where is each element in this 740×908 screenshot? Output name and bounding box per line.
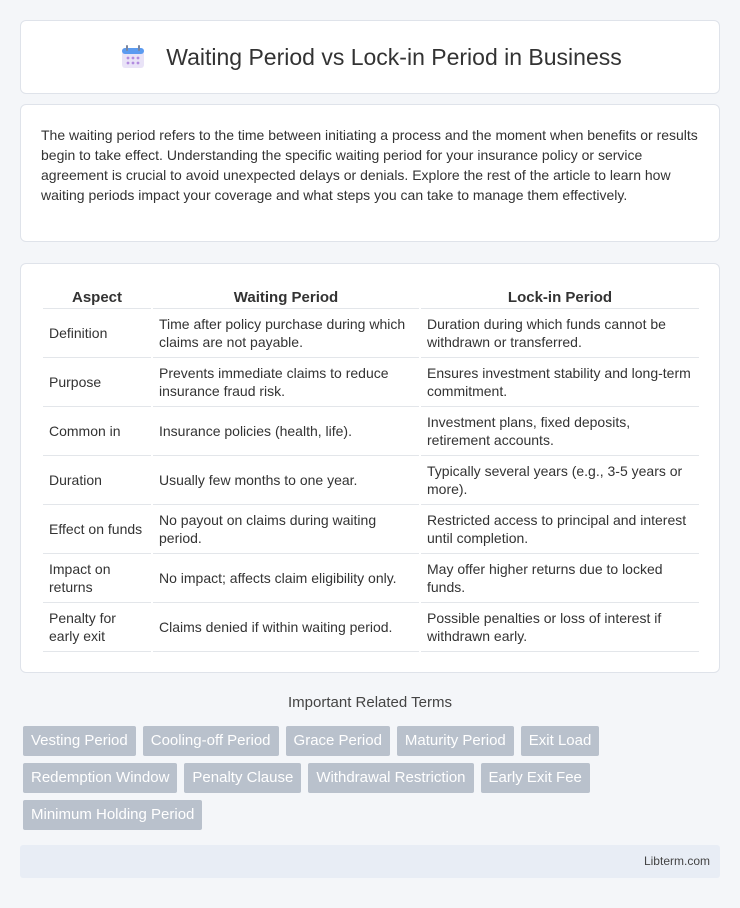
table-row <box>43 554 699 603</box>
header-lock-in-period: Lock-in Period <box>421 284 699 309</box>
row-aspect: Duration <box>43 456 151 505</box>
tag-redemption-window[interactable]: Redemption Window <box>23 763 177 793</box>
tag-vesting-period[interactable]: Vesting Period <box>23 726 136 756</box>
table-row <box>43 407 699 456</box>
row-waiting: Time after policy purchase during which claims are not payable. <box>153 309 419 358</box>
table-row <box>43 456 699 505</box>
comparison-table <box>41 284 701 652</box>
row-aspect: Common in <box>43 407 151 456</box>
comparison-table-card <box>20 263 720 673</box>
tag-cooling-off-period[interactable]: Cooling-off Period <box>143 726 279 756</box>
tag-withdrawal-restriction[interactable]: Withdrawal Restriction <box>308 763 473 793</box>
intro-card <box>20 104 720 242</box>
tag-penalty-clause[interactable]: Penalty Clause <box>184 763 301 793</box>
row-lockin: Typically several years (e.g., 3-5 years or more). <box>421 456 699 505</box>
table-row <box>43 358 699 407</box>
header-aspect: Aspect <box>43 284 151 309</box>
row-waiting: Usually few months to one year. <box>153 456 419 505</box>
row-aspect: Purpose <box>43 358 151 407</box>
tag-exit-load[interactable]: Exit Load <box>521 726 600 756</box>
row-lockin: Possible penalties or loss of interest if withdrawn early. <box>421 603 699 652</box>
row-waiting: No impact; affects claim eligibility only. <box>153 554 419 603</box>
tag-early-exit-fee[interactable]: Early Exit Fee <box>481 763 590 793</box>
table-header-row <box>43 284 699 309</box>
row-waiting: No payout on claims during waiting period. <box>153 505 419 554</box>
row-waiting: Insurance policies (health, life). <box>153 407 419 456</box>
tag-minimum-holding-period[interactable]: Minimum Holding Period <box>23 800 202 830</box>
row-waiting: Claims denied if within waiting period. <box>153 603 419 652</box>
row-aspect: Impact on returns <box>43 554 151 603</box>
related-terms-heading: Important Related Terms <box>288 694 452 711</box>
table-row <box>43 505 699 554</box>
page-title: Waiting Period vs Lock-in Period in Business <box>166 43 622 70</box>
row-lockin: Ensures investment stability and long-term commitment. <box>421 358 699 407</box>
row-lockin: Investment plans, fixed deposits, retirement accounts. <box>421 407 699 456</box>
row-aspect: Definition <box>43 309 151 358</box>
row-lockin: May offer higher returns due to locked funds. <box>421 554 699 603</box>
row-lockin: Duration during which funds cannot be withdrawn or transferred. <box>421 309 699 358</box>
row-aspect: Penalty for early exit <box>43 603 151 652</box>
tag-maturity-period[interactable]: Maturity Period <box>397 726 514 756</box>
footer-bar <box>20 845 720 878</box>
header-waiting-period: Waiting Period <box>153 284 419 309</box>
calendar-icon <box>118 42 148 72</box>
table-row <box>43 603 699 652</box>
table-row <box>43 309 699 358</box>
related-terms-tags <box>23 726 723 837</box>
title-card <box>20 20 720 94</box>
row-waiting: Prevents immediate claims to reduce insurance fraud risk. <box>153 358 419 407</box>
tag-grace-period[interactable]: Grace Period <box>286 726 390 756</box>
row-lockin: Restricted access to principal and interest until completion. <box>421 505 699 554</box>
row-aspect: Effect on funds <box>43 505 151 554</box>
intro-paragraph: The waiting period refers to the time between initiating a process and the moment when benefits or results begin to take effect. Understanding the specific waiting period for your insurance policy or service agreement is crucial to avoid unexpected delays or denials. Explore the rest of the article to learn how waiting periods impact your coverage and what steps you can take to manage them effectively. <box>41 127 698 203</box>
footer-site-link[interactable]: Libterm.com <box>643 854 710 868</box>
